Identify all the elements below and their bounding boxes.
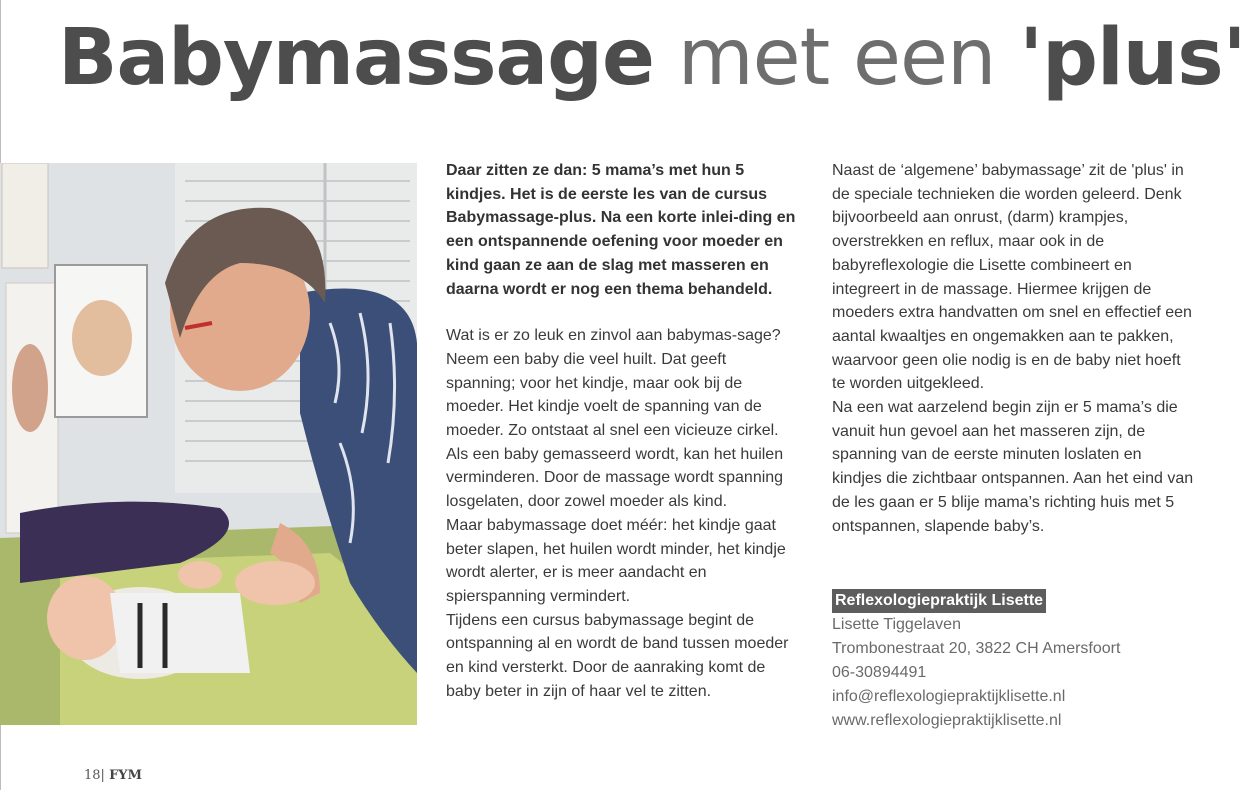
massage-photo	[0, 163, 417, 725]
company-badge: Reflexologiepraktijk Lisette	[832, 589, 1046, 613]
article-paragraph: Na een wat aarzelend begin zijn er 5 mama’s die vanuit hun gevoel aan het masseren zijn, de spanning van de eerste minuten loslaten en kindjes die zichtbaar ontspannen. Aan het eind van de les gaan er 5 blije mama’s richting huis met 5 ontspannen, slapende baby’s.	[832, 399, 1194, 535]
article-paragraph: Maar babymassage doet méér: het kindje gaat beter slapen, het huilen wordt minder, het kindje wordt alerter, er is meer aandacht en spierspanning vermindert.	[446, 516, 786, 605]
page-footer	[84, 768, 142, 783]
headline	[58, 12, 1246, 104]
headline-plus: 'plus'	[1019, 13, 1246, 103]
headline-babymassage: Babymassage	[58, 13, 654, 103]
contact-address: Trombonestraat 20, 3822 CH Amersfoort	[832, 640, 1121, 657]
contact-website[interactable]: www.reflexologiepraktijklisette.nl	[832, 712, 1062, 729]
article-paragraph: Wat is er zo leuk en zinvol aan babymas-sage? Neem een baby die veel huilt. Dat geeft spanning; voor het kindje, maar ook bij de moeder. Het kindje voelt de spanning van de moeder. Zo ontstaat al snel een vicieuze cirkel. Als een baby gemasseerd wordt, kan het huilen verminderen. Door de massage wordt spanning losgelaten, door zowel moeder als kind.	[446, 327, 784, 511]
page-number: 18	[84, 768, 101, 783]
contact-email[interactable]: info@reflexologiepraktijklisette.nl	[832, 688, 1066, 705]
magazine-name: FYM	[109, 768, 142, 783]
headline-met-een: met een	[653, 13, 1020, 103]
contact-name: Lisette Tiggelaven	[832, 616, 961, 633]
article-paragraph: Naast de ‘algemene’ babymassage’ zit de 'plus' in de speciale technieken die worden geleerd. Denk bijvoorbeeld aan onrust, (darm) krampjes, overstrekken en reflux, maar ook in de babyreflexologie die Lisette combineert en integreert in de massage. Hiermee krijgen de moeders extra handvatten om snel en effectief een aantal kwaaltjes en ongemakken aan te pakken, waarvoor geen olie nodig is en de baby niet hoeft te worden uitgekleed.	[832, 162, 1192, 393]
article-column-2	[832, 159, 1194, 538]
contact-phone: 06-30894491	[832, 664, 927, 681]
article-intro: Daar zitten ze dan: 5 mama’s met hun 5 kindjes. Het is de eerste les van de cursus Babymassage-plus. Na een korte inlei-ding en een ontspannende oefening voor moeder en kind gaan ze aan de slag met masseren en daarna wordt er nog een thema behandeld.	[446, 162, 796, 298]
article-paragraph: Tijdens een cursus babymassage begint de ontspanning al en wordt de band tussen moeder en kind versterkt. Door de aanraking komt de baby beter in zijn of haar vel te zitten.	[446, 611, 789, 700]
footer-divider: |	[100, 768, 110, 783]
article-column-1	[446, 159, 798, 703]
contact-block	[832, 589, 1212, 733]
